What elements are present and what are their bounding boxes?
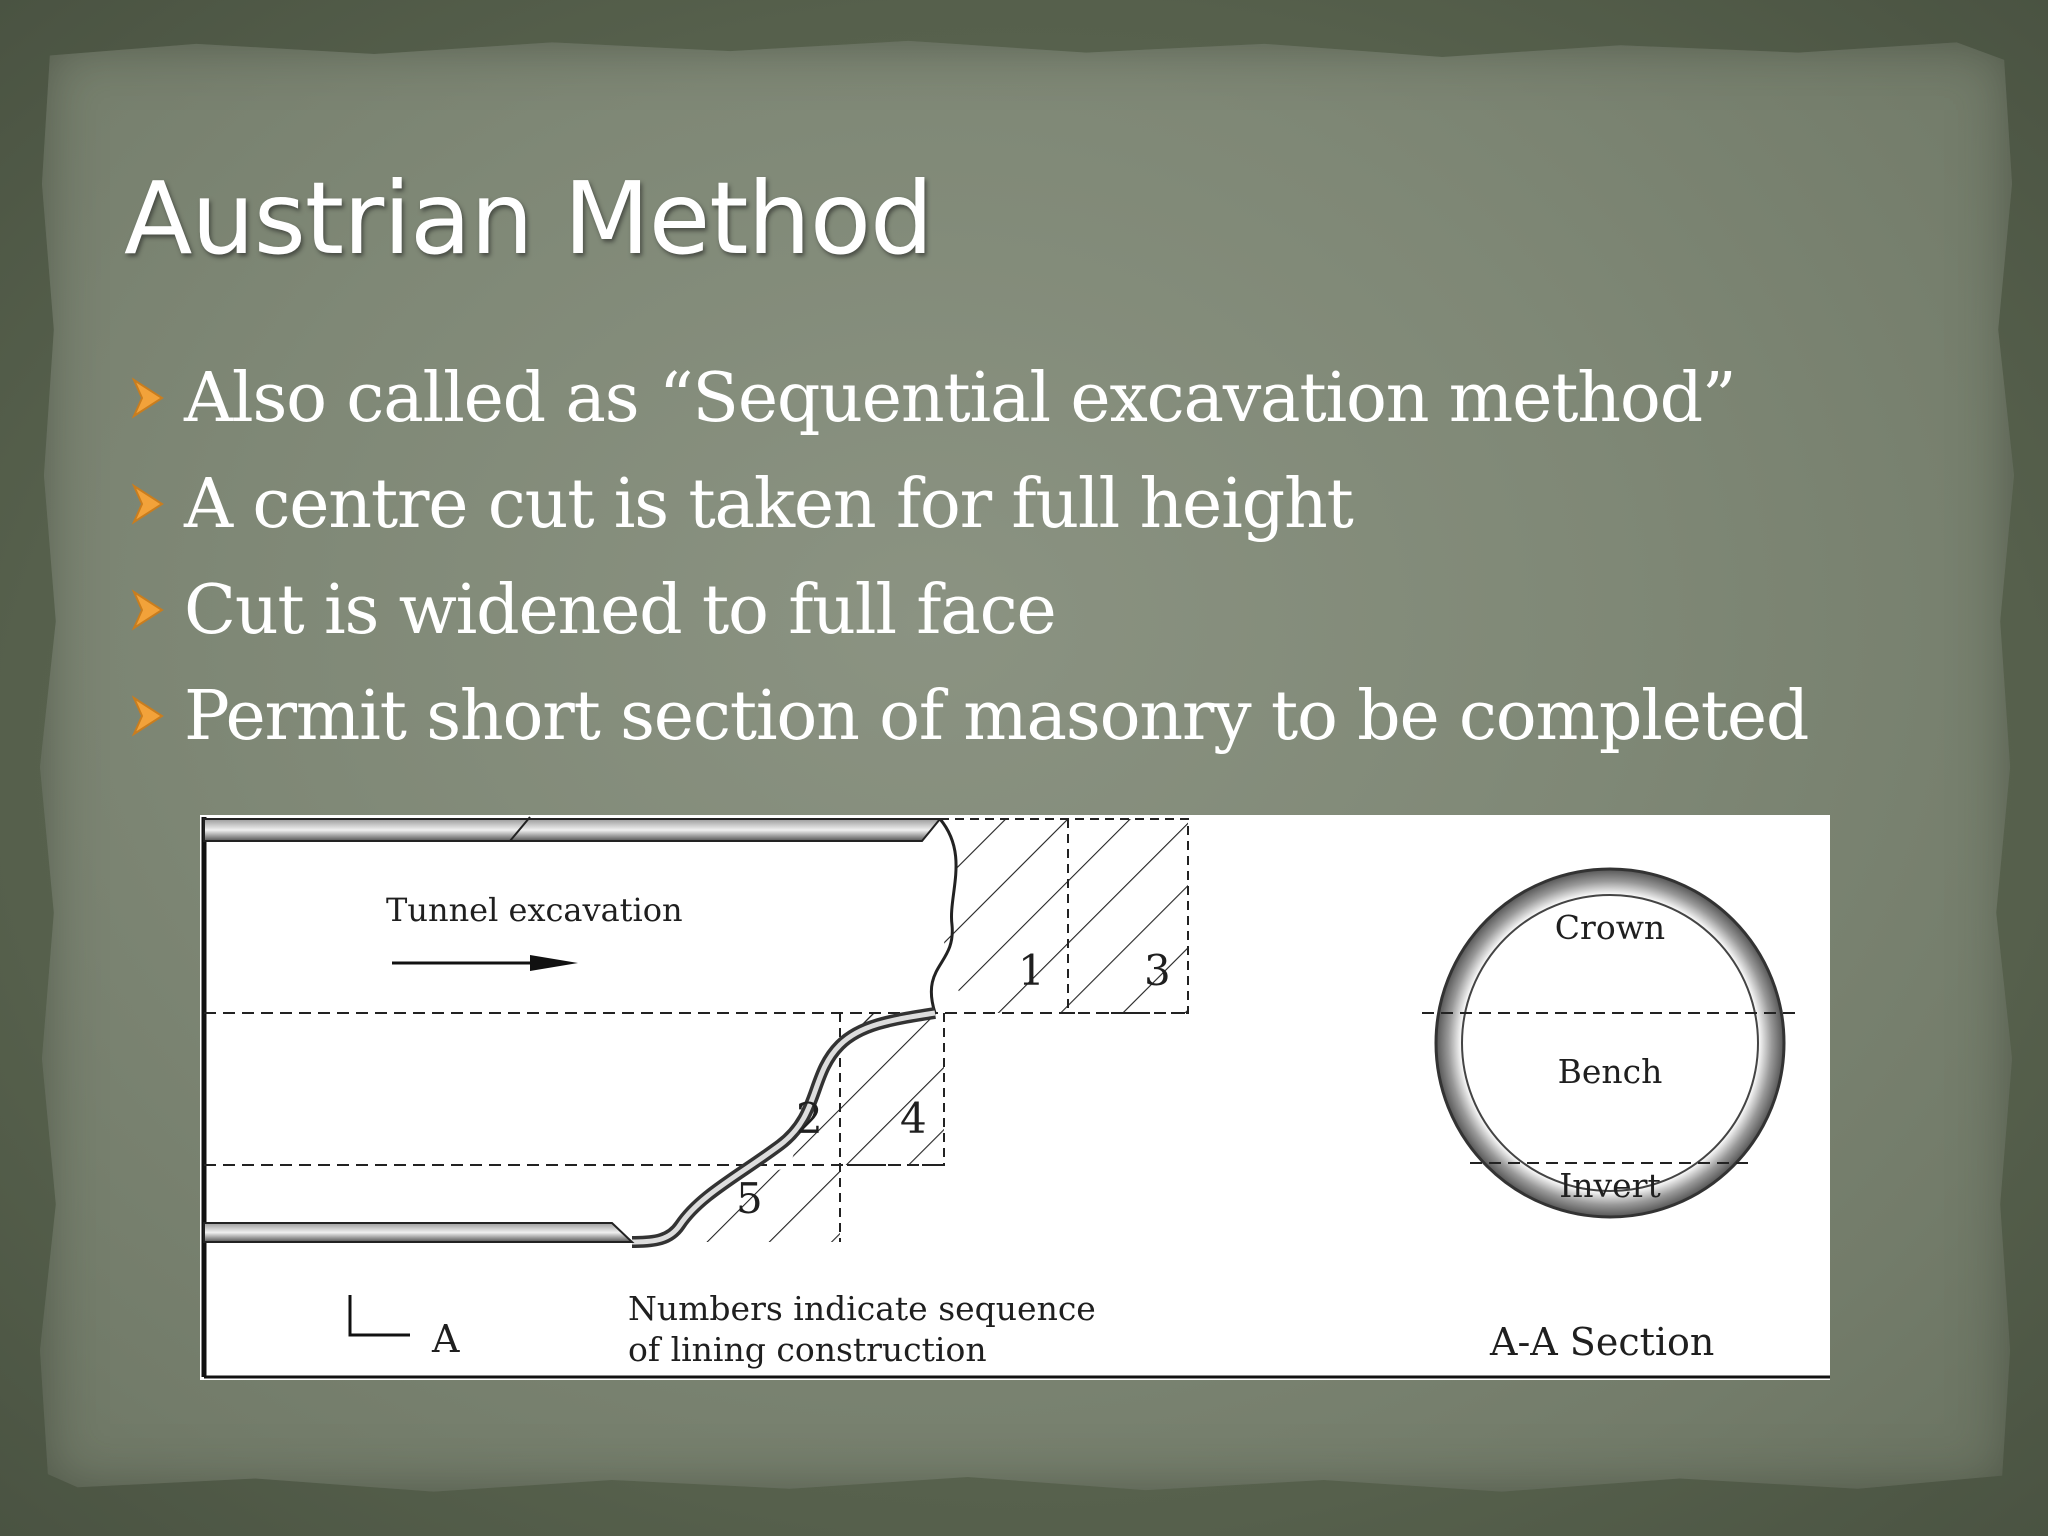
arrowhead-bullet-icon	[128, 582, 168, 638]
bullet-item	[128, 557, 1808, 663]
bullet-item	[128, 451, 1808, 557]
bullet-list	[128, 345, 1808, 769]
tunnel-diagram-svg	[200, 815, 1830, 1380]
sequence-number-2: 2	[796, 1094, 823, 1143]
sequence-number-4: 4	[900, 1094, 927, 1143]
arrowhead-bullet-icon	[128, 688, 168, 744]
tunnel-diagram	[200, 815, 1830, 1380]
bullet-item	[128, 345, 1808, 451]
section-caption: A-A Section	[1490, 1320, 1715, 1364]
top-lining	[204, 819, 940, 841]
bullet-text: Also called as “Sequential excavation method”	[184, 358, 1736, 438]
direction-arrow-icon	[392, 955, 578, 971]
sequence-note-line2: of lining construction	[628, 1330, 987, 1369]
sequence-number-5: 5	[736, 1174, 763, 1223]
bullet-text: Permit short section of masonry to be completed	[184, 676, 1809, 756]
section-marker-bracket	[350, 1295, 410, 1335]
sequence-note-line1: Numbers indicate sequence	[628, 1289, 1096, 1328]
zone-crown-label: Crown	[1554, 908, 1666, 947]
arrowhead-bullet-icon	[128, 370, 168, 426]
section-marker-label: A	[432, 1317, 460, 1361]
slide-title: Austrian Method	[124, 160, 933, 277]
bullet-text: A centre cut is taken for full height	[184, 464, 1353, 544]
bullet-item	[128, 663, 1808, 769]
zone-1-hatch	[940, 819, 1068, 1013]
tunnel-excavation-label: Tunnel excavation	[386, 891, 683, 929]
zone-invert-label: Invert	[1559, 1166, 1661, 1205]
arrowhead-bullet-icon	[128, 476, 168, 532]
bottom-lining	[204, 1223, 632, 1242]
sequence-number-3: 3	[1144, 946, 1171, 995]
zone-bench-label: Bench	[1557, 1052, 1663, 1091]
bullet-text: Cut is widened to full face	[184, 570, 1056, 650]
sequence-number-1: 1	[1018, 946, 1045, 995]
